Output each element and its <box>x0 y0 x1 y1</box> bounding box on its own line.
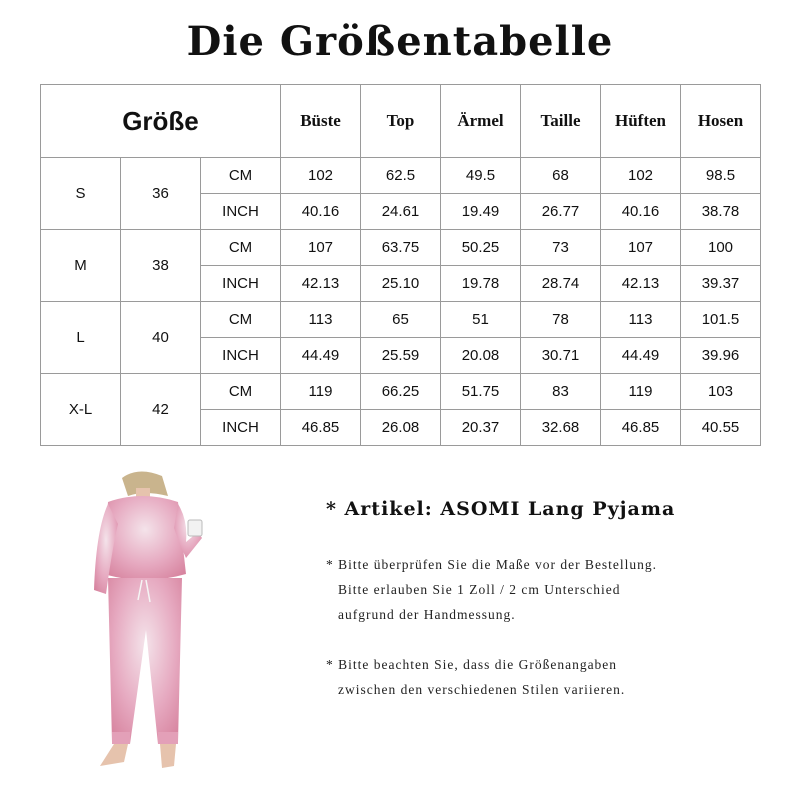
table-cell: 20.37 <box>441 410 521 446</box>
size-letter: L <box>41 302 121 374</box>
table-cell: 39.37 <box>681 266 761 302</box>
column-header: Hüften <box>601 85 681 158</box>
column-header: Hosen <box>681 85 761 158</box>
table-cell: 51.75 <box>441 374 521 410</box>
note-styles <box>326 652 625 702</box>
table-cell: 66.25 <box>361 374 441 410</box>
table-cell: 32.68 <box>521 410 601 446</box>
table-cell: 39.96 <box>681 338 761 374</box>
table-cell: 73 <box>521 230 601 266</box>
note-measure <box>326 552 657 627</box>
table-cell: 102 <box>601 158 681 194</box>
table-row <box>41 158 761 194</box>
artikel-label: * Artikel: ASOMI Lang Pyjama <box>326 498 676 520</box>
table-cell: 113 <box>601 302 681 338</box>
note-line: * Bitte überprüfen Sie die Maße vor der Bestellung. <box>326 557 658 572</box>
table-cell: 40.55 <box>681 410 761 446</box>
table-cell: 83 <box>521 374 601 410</box>
table-cell: 19.49 <box>441 194 521 230</box>
column-header: Ärmel <box>441 85 521 158</box>
table-cell: 25.59 <box>361 338 441 374</box>
size-letter: S <box>41 158 121 230</box>
table-cell: 38.78 <box>681 194 761 230</box>
table-cell: 44.49 <box>601 338 681 374</box>
table-cell: 65 <box>361 302 441 338</box>
note-line: zwischen den verschiedenen Stilen variieren. <box>338 682 626 697</box>
table-cell: 42.13 <box>281 266 361 302</box>
column-header: Büste <box>281 85 361 158</box>
unit-label: CM <box>201 302 281 338</box>
table-cell: 101.5 <box>681 302 761 338</box>
pyjama-photo <box>78 470 208 770</box>
unit-label: CM <box>201 230 281 266</box>
table-cell: 40.16 <box>601 194 681 230</box>
table-row <box>41 302 761 338</box>
table-cell: 46.85 <box>601 410 681 446</box>
table-cell: 119 <box>281 374 361 410</box>
size-table <box>40 84 761 446</box>
table-cell: 42.13 <box>601 266 681 302</box>
unit-label: INCH <box>201 266 281 302</box>
table-cell: 102 <box>281 158 361 194</box>
size-number: 42 <box>121 374 201 446</box>
table-cell: 100 <box>681 230 761 266</box>
table-row <box>41 230 761 266</box>
unit-label: INCH <box>201 338 281 374</box>
note-line: * Bitte beachten Sie, dass die Größenangaben <box>326 657 618 672</box>
unit-label: INCH <box>201 410 281 446</box>
table-cell: 20.08 <box>441 338 521 374</box>
table-cell: 26.08 <box>361 410 441 446</box>
size-number: 36 <box>121 158 201 230</box>
table-cell: 98.5 <box>681 158 761 194</box>
size-letter: X-L <box>41 374 121 446</box>
table-cell: 24.61 <box>361 194 441 230</box>
table-cell: 63.75 <box>361 230 441 266</box>
table-cell: 49.5 <box>441 158 521 194</box>
size-header: Größe <box>41 85 281 158</box>
size-number: 38 <box>121 230 201 302</box>
size-number: 40 <box>121 302 201 374</box>
note-line: aufgrund der Handmessung. <box>338 607 516 622</box>
table-cell: 68 <box>521 158 601 194</box>
column-header: Taille <box>521 85 601 158</box>
size-letter: M <box>41 230 121 302</box>
column-header: Top <box>361 85 441 158</box>
unit-label: INCH <box>201 194 281 230</box>
table-cell: 26.77 <box>521 194 601 230</box>
table-row <box>41 374 761 410</box>
table-cell: 19.78 <box>441 266 521 302</box>
table-cell: 103 <box>681 374 761 410</box>
unit-label: CM <box>201 374 281 410</box>
note-line: Bitte erlauben Sie 1 Zoll / 2 cm Unterschied <box>338 582 621 597</box>
table-cell: 113 <box>281 302 361 338</box>
table-cell: 107 <box>281 230 361 266</box>
table-cell: 46.85 <box>281 410 361 446</box>
table-cell: 40.16 <box>281 194 361 230</box>
table-cell: 62.5 <box>361 158 441 194</box>
table-cell: 119 <box>601 374 681 410</box>
page-title: Die Größentabelle <box>186 18 614 65</box>
table-cell: 44.49 <box>281 338 361 374</box>
table-cell: 51 <box>441 302 521 338</box>
table-cell: 25.10 <box>361 266 441 302</box>
unit-label: CM <box>201 158 281 194</box>
table-cell: 30.71 <box>521 338 601 374</box>
table-cell: 28.74 <box>521 266 601 302</box>
table-cell: 107 <box>601 230 681 266</box>
table-cell: 50.25 <box>441 230 521 266</box>
table-cell: 78 <box>521 302 601 338</box>
